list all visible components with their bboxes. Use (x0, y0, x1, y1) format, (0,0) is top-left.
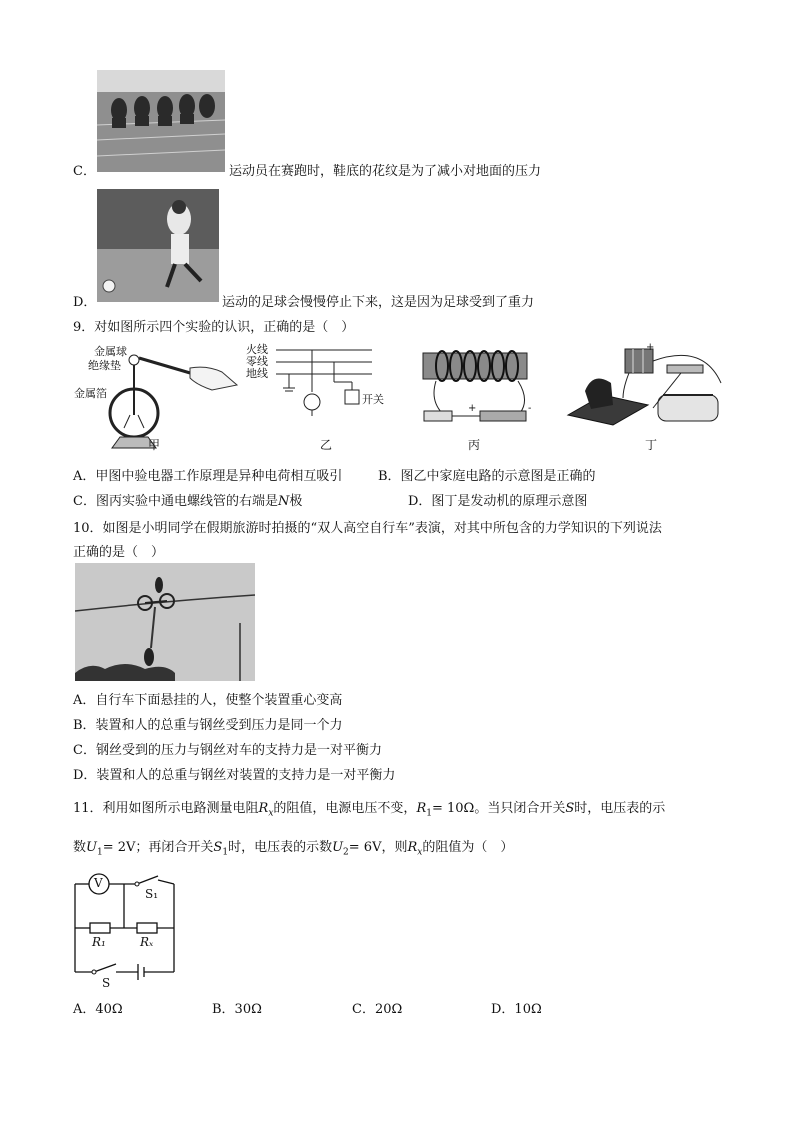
q11-circuit-diagram (72, 870, 182, 990)
sym-u1-u: U (86, 840, 97, 855)
q9-stem: 9．对如图所示四个实验的认识，正确的是（ ） (73, 320, 355, 335)
q11-line2-c: 时，电压表的示数 (228, 840, 333, 855)
u2-value: = 6V (348, 840, 382, 855)
sym-r1-r: R (416, 801, 427, 816)
q10-stem-line1: 10．如图是小明同学在假期旅游时拍摄的“双人高空自行车”表演，对其中所包含的力学知识的下列说法 (73, 521, 662, 536)
q9-option-c-text: C．图丙实验中通电螺线管的右端是 (73, 494, 278, 509)
q11-line1-d: 时，电压表的示 (574, 801, 666, 816)
option-c-label: C． (73, 164, 96, 179)
caption-bing: 丙 (468, 438, 481, 452)
label-live-wire: 火线 (246, 343, 268, 356)
battery-plus: + (468, 403, 477, 414)
sym-s1-sub: 1 (222, 847, 229, 858)
q9-option-a: A．甲图中验电器工作原理是异种电荷相互吸引 (73, 469, 343, 484)
sym-s1-s: S (213, 840, 223, 855)
sym-r1-sub: 1 (426, 808, 432, 819)
q11-line2-e: 的阻值为（ ） (422, 840, 514, 855)
sym-u1-sub: 1 (96, 847, 103, 858)
q11-line1-c: 。当只闭合开关 (474, 801, 566, 816)
sym-rx-sub: x (268, 808, 274, 819)
q8-option-c (73, 160, 96, 179)
q11-line1-b: 的阻值，电源电压不变， (273, 801, 417, 816)
q10-option-b: B．装置和人的总重与钢丝受到压力是同一个力 (73, 718, 343, 733)
q9-option-c-end: 极 (289, 494, 303, 509)
q8-option-d-text: 运动的足球会慢慢停止下来，这是因为足球受到了重力 (222, 295, 535, 310)
q9-option-c (73, 490, 302, 509)
q11-line2-b: ；再闭合开关 (135, 840, 214, 855)
label-metal-ball: 金属球 (94, 345, 127, 358)
q11-option-d: D．10Ω (491, 1002, 542, 1017)
voltmeter-label: V (94, 876, 103, 890)
q10-stem-line2: 正确的是（ ） (73, 545, 165, 560)
q10-option-a: A．自行车下面悬挂的人，使整个装置重心变高 (73, 693, 343, 708)
sym-rx-r: R (258, 801, 269, 816)
q11-line2-d: ，则 (381, 840, 408, 855)
figure-ding (563, 343, 728, 433)
q11-line1 (73, 797, 665, 819)
label-switch: 开关 (362, 393, 384, 406)
option-d-label: D． (73, 295, 97, 310)
q9-option-d: D．图丁是发动机的原理示意图 (408, 494, 588, 509)
tightrope-bicycle-photo (75, 563, 255, 681)
caption-ding: 丁 (645, 438, 658, 452)
switch-s1-label: S₁ (145, 887, 159, 901)
sym-rx2-r: R (407, 840, 418, 855)
figure-bing (420, 345, 540, 430)
switch-s-label: S (102, 976, 111, 990)
sym-rx2-sub: x (417, 847, 423, 858)
soccer-photo-art (97, 189, 219, 302)
solenoid-diagram (420, 345, 540, 430)
sym-u2-u: U (332, 840, 344, 855)
battery-minus: - (528, 403, 532, 414)
q11-option-c: C．20Ω (352, 1002, 403, 1017)
resistor-r1-label: R₁ (92, 935, 106, 949)
q9-option-b: B．图乙中家庭电路的示意图是正确的 (378, 469, 596, 484)
sprint-photo-art (97, 70, 225, 172)
q8-option-d (73, 291, 96, 310)
figure-jia (72, 340, 242, 450)
label-insulation-pad: 绝缘垫 (88, 359, 121, 372)
motor-diagram (563, 343, 728, 433)
q11-line1-a: 11．利用如图所示电路测量电阻 (73, 801, 259, 816)
q11-option-b: B．30Ω (212, 1002, 262, 1017)
tightrope-photo-art (75, 563, 255, 681)
ding-plus: + (646, 342, 655, 353)
sprint-photo (97, 70, 225, 172)
circuit-svg (72, 870, 182, 990)
label-metal-foil: 金属箔 (74, 387, 107, 400)
q9-option-c-n: N (277, 494, 290, 509)
figure-yi (244, 340, 384, 420)
caption-yi: 乙 (320, 438, 333, 452)
soccer-photo (97, 189, 219, 302)
q8-option-c-text: 运动员在赛跑时，鞋底的花纹是为了减小对地面的压力 (229, 164, 542, 179)
q11-line2-a: 数 (73, 840, 87, 855)
resistor-rx-label: Rₓ (140, 935, 154, 949)
label-neutral-wire: 零线 (246, 355, 268, 368)
q11-option-a: A．40Ω (73, 1002, 123, 1017)
caption-jia: 甲 (148, 438, 161, 452)
label-ground-wire: 地线 (246, 367, 268, 380)
u1-value: = 2V (102, 840, 136, 855)
sym-s: S (565, 801, 575, 816)
q11-line2 (73, 836, 513, 858)
q10-option-d: D．装置和人的总重与钢丝对装置的支持力是一对平衡力 (73, 768, 396, 783)
q10-option-c: C．钢丝受到的压力与钢丝对车的支持力是一对平衡力 (73, 743, 382, 758)
sym-u2-sub: 2 (343, 847, 349, 858)
r1-value: = 10Ω (431, 801, 475, 816)
